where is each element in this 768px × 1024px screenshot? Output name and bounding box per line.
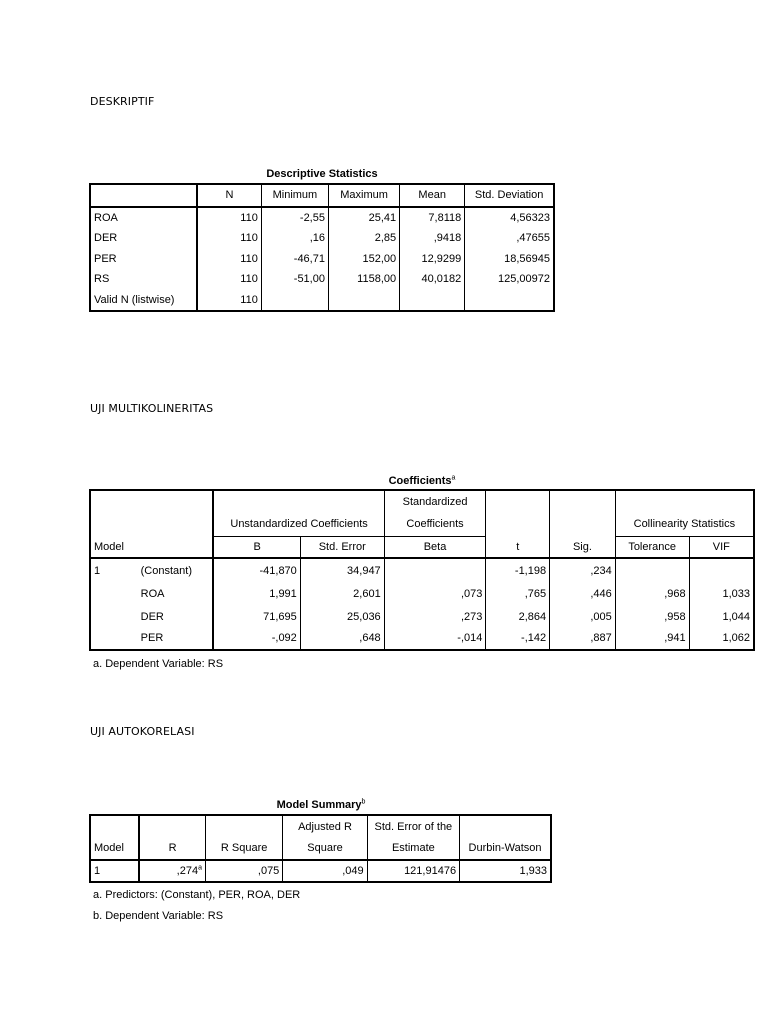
- coefficients-footnote: a. Dependent Variable: RS: [93, 658, 224, 670]
- header-blank: [90, 490, 213, 512]
- cell-t: -,142: [486, 628, 550, 650]
- header-std-error: Std. Error: [300, 536, 384, 558]
- header-std-error-1: Std. Error of the: [367, 815, 459, 838]
- cell-predictor: (Constant): [140, 564, 192, 577]
- cell-r: [139, 860, 205, 883]
- header-r: R: [139, 838, 205, 860]
- row-label: DER: [94, 232, 118, 245]
- cell-b: 71,695: [213, 605, 300, 628]
- heading-autocorrelation: UJI AUTOKORELASI: [90, 725, 195, 738]
- table-row: [90, 269, 554, 290]
- header-blank: [550, 490, 616, 512]
- cell-model: 1: [94, 864, 101, 877]
- cell-maximum: 25,41: [328, 207, 399, 229]
- cell-tolerance: ,958: [615, 605, 689, 628]
- header-cell: Maximum: [328, 184, 399, 207]
- descriptive-statistics-table: [89, 183, 555, 312]
- cell-std-deviation: [465, 290, 554, 312]
- table-row: [90, 558, 754, 582]
- cell-predictor: PER: [140, 632, 164, 645]
- cell-vif: 1,044: [689, 605, 754, 628]
- model-summary-title-text: Model Summary: [276, 799, 362, 811]
- cell-b: -41,870: [213, 558, 300, 582]
- cell-r-square: ,075: [205, 860, 282, 883]
- cell-std-deviation: 18,56945: [465, 249, 554, 270]
- cell-std-deviation: 4,56323: [465, 207, 554, 229]
- cell-beta: ,273: [384, 605, 486, 628]
- cell-minimum: -51,00: [261, 269, 328, 290]
- table-header-row: [90, 512, 754, 536]
- header-cell: [90, 184, 197, 207]
- cell-std-deviation: ,47655: [465, 228, 554, 249]
- cell-mean: 7,8118: [400, 207, 465, 229]
- header-vif: VIF: [689, 536, 754, 558]
- cell-model: [90, 605, 138, 628]
- cell-mean: 40,0182: [400, 269, 465, 290]
- header-cell: Mean: [400, 184, 465, 207]
- model-summary-title-sup: b: [361, 798, 366, 806]
- header-std-error-2: Estimate: [367, 838, 459, 860]
- header-blank: [205, 815, 282, 838]
- cell-mean: [400, 290, 465, 312]
- cell-std-error: 34,947: [300, 558, 384, 582]
- header-t: t: [486, 536, 550, 558]
- model-summary-footnote-a: a. Predictors: (Constant), PER, ROA, DER: [93, 889, 301, 901]
- header-sig: Sig.: [550, 536, 616, 558]
- cell-model: [90, 582, 138, 605]
- cell-n: 110: [197, 228, 261, 249]
- cell-beta: ,073: [384, 582, 486, 605]
- header-b: B: [213, 536, 300, 558]
- header-blank: [139, 815, 205, 838]
- coefficients-title-text: Coefficients: [388, 475, 452, 487]
- cell-n: 110: [197, 290, 261, 312]
- cell-model: 1: [94, 564, 101, 577]
- header-standardized-2: Coefficients: [384, 512, 486, 536]
- header-blank: [460, 815, 551, 838]
- cell-durbin-watson: 1,933: [460, 860, 551, 883]
- model-summary-table: [89, 814, 552, 883]
- cell-maximum: 1158,00: [328, 269, 399, 290]
- cell-predictor: ROA: [140, 587, 165, 600]
- cell-adjusted-r-square: ,049: [283, 860, 367, 883]
- coefficients-table: [89, 489, 755, 651]
- header-cell: N: [197, 184, 261, 207]
- descriptive-title: Descriptive Statistics: [266, 168, 378, 180]
- row-label: ROA: [94, 211, 118, 224]
- cell-minimum: -2,55: [261, 207, 328, 229]
- coefficients-title-sup: a: [451, 474, 456, 482]
- cell-beta: [384, 558, 486, 582]
- cell-sig: ,887: [550, 628, 616, 650]
- cell-t: 2,864: [486, 605, 550, 628]
- header-adjusted-r-1: Adjusted R: [283, 815, 367, 838]
- cell-minimum: [261, 290, 328, 312]
- header-blank: [213, 490, 384, 512]
- heading-multicollinearity: UJI MULTIKOLINERITAS: [90, 402, 214, 415]
- table-row: [90, 605, 754, 628]
- cell-b: 1,991: [213, 582, 300, 605]
- cell-std-error-estimate: 121,91476: [367, 860, 459, 883]
- cell-std-error: 2,601: [300, 582, 384, 605]
- header-beta: Beta: [384, 536, 486, 558]
- cell-mean: 12,9299: [400, 249, 465, 270]
- cell-n: 110: [197, 207, 261, 229]
- row-label: RS: [94, 273, 110, 286]
- table-header-row: [90, 184, 554, 207]
- header-model: Model: [90, 536, 213, 558]
- cell-n: 110: [197, 269, 261, 290]
- header-cell: Std. Deviation: [465, 184, 554, 207]
- cell-sig: ,234: [550, 558, 616, 582]
- cell-tolerance: [615, 558, 689, 582]
- cell-n: 110: [197, 249, 261, 270]
- cell-maximum: 2,85: [328, 228, 399, 249]
- cell-predictor: DER: [140, 610, 164, 623]
- header-blank: [550, 512, 616, 536]
- cell-minimum: -46,71: [261, 249, 328, 270]
- header-durbin-watson: Durbin-Watson: [460, 838, 551, 860]
- table-row: [90, 249, 554, 270]
- header-unstandardized: Unstandardized Coefficients: [213, 512, 384, 536]
- cell-sig: ,005: [550, 605, 616, 628]
- cell-tolerance: ,968: [615, 582, 689, 605]
- header-collinearity: Collinearity Statistics: [615, 512, 754, 536]
- header-blank: [615, 490, 754, 512]
- table-row: [90, 860, 551, 883]
- cell-std-error: 25,036: [300, 605, 384, 628]
- header-blank: [90, 512, 213, 536]
- row-label: PER: [94, 252, 117, 265]
- header-blank: [486, 512, 550, 536]
- cell-t: ,765: [486, 582, 550, 605]
- header-blank: [90, 815, 139, 838]
- cell-mean: ,9418: [400, 228, 465, 249]
- table-header-row: [90, 536, 754, 558]
- table-header-row: [90, 815, 551, 838]
- model-summary-title: [90, 799, 552, 811]
- cell-r-value: ,274: [176, 864, 199, 877]
- header-tolerance: Tolerance: [615, 536, 689, 558]
- cell-b: -,092: [213, 628, 300, 650]
- cell-vif: 1,033: [689, 582, 754, 605]
- cell-model: [90, 628, 138, 650]
- cell-vif: [689, 558, 754, 582]
- header-cell: Minimum: [261, 184, 328, 207]
- header-adjusted-r-2: Square: [283, 838, 367, 860]
- cell-beta: -,014: [384, 628, 486, 650]
- header-model: Model: [90, 838, 139, 860]
- table-header-row: [90, 490, 754, 512]
- table-header-row: [90, 838, 551, 860]
- table-row: [90, 628, 754, 650]
- cell-vif: 1,062: [689, 628, 754, 650]
- table-row: [90, 207, 554, 229]
- cell-minimum: ,16: [261, 228, 328, 249]
- cell-tolerance: ,941: [615, 628, 689, 650]
- cell-std-error: ,648: [300, 628, 384, 650]
- table-row: [90, 290, 554, 312]
- cell-maximum: [328, 290, 399, 312]
- header-standardized-1: Standardized: [384, 490, 486, 512]
- header-blank: [486, 490, 550, 512]
- row-label: Valid N (listwise): [94, 293, 175, 306]
- table-row: [90, 228, 554, 249]
- cell-std-deviation: 125,00972: [465, 269, 554, 290]
- heading-descriptive: DESKRIPTIF: [90, 95, 155, 108]
- cell-r-sup: a: [198, 864, 202, 872]
- header-r-square: R Square: [205, 838, 282, 860]
- table-row: [90, 582, 754, 605]
- cell-sig: ,446: [550, 582, 616, 605]
- cell-maximum: 152,00: [328, 249, 399, 270]
- coefficients-title: [90, 475, 754, 487]
- cell-t: -1,198: [486, 558, 550, 582]
- model-summary-footnote-b: b. Dependent Variable: RS: [93, 910, 224, 922]
